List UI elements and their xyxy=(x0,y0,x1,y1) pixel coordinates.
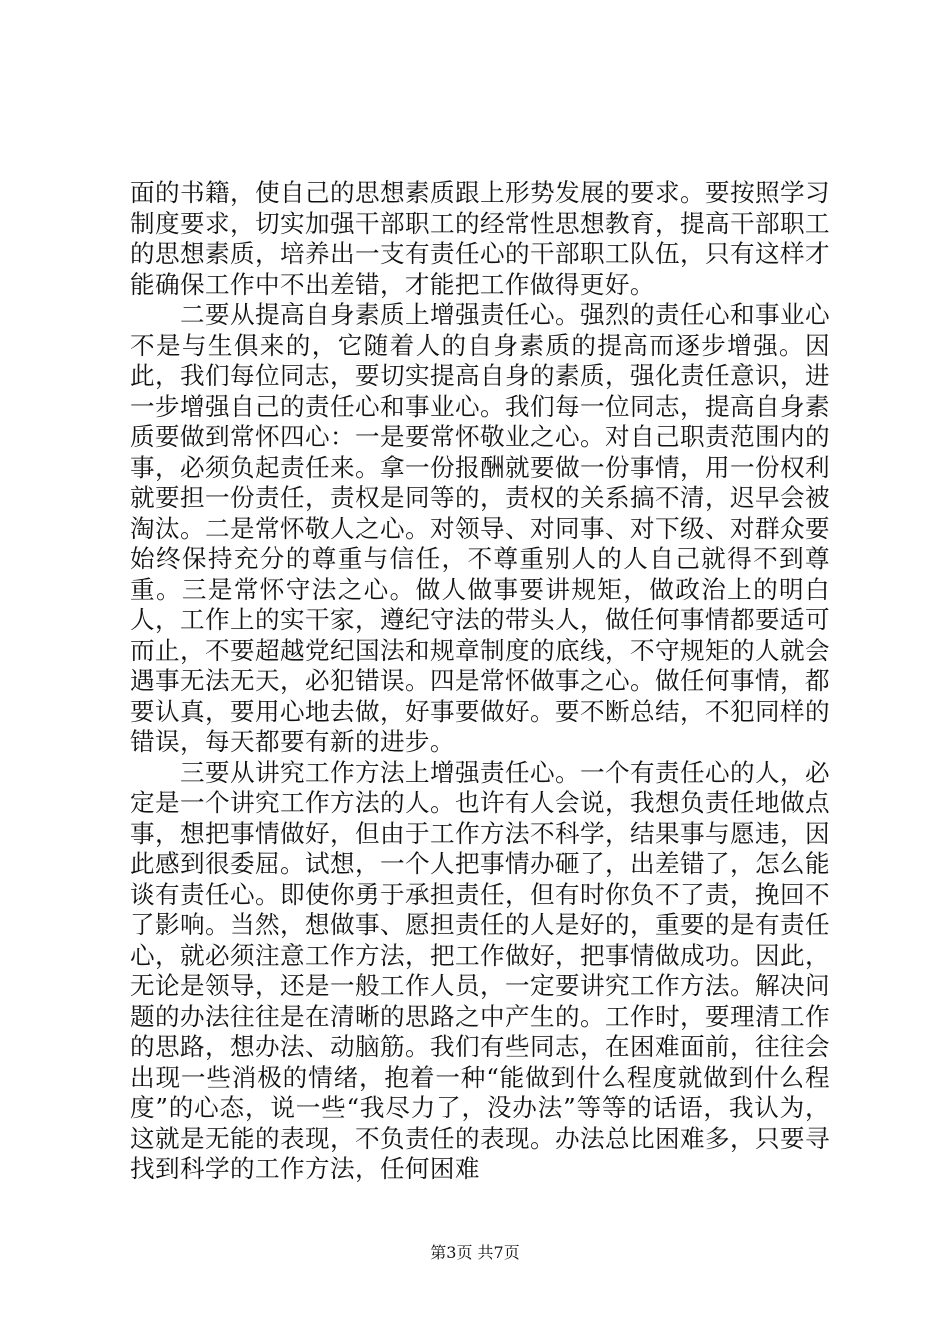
body-text xyxy=(130,178,830,1185)
page-footer xyxy=(0,1240,950,1263)
paragraph-self-quality: 二要从提高自身素质上增强责任心。强烈的责任心和事业心不是与生俱来的，它随着人的自身素质的提高而逐步增强。因此，我们每位同志，要切实提高自身的素质，强化责任意识，进一步增强自己的责任心和事业心。我们每一位同志，提高自身素质要做到常怀四心：一是要常怀敬业之心。对自己职责范围内的事，必须负起责任来。拿一份报酬就要做一份事情，用一份权利就要担一份责任，责权是同等的，责权的关系搞不清，迟早会被淘汰。二是常怀敬人之心。对领导、对同事、对下级、对群众要始终保持充分的尊重与信任，不尊重别人的人自己就得不到尊重。三是常怀守法之心。做人做事要讲规矩，做政治上的明白人，工作上的实干家，遵纪守法的带头人，做任何事情都要适可而止，不要超越党纪国法和规章制度的底线，不守规矩的人就会遇事无法无天，必犯错误。四是常怀做事之心。做任何事情，都要认真，要用心地去做，好事要做好。要不断总结，不犯同样的错误，每天都要有新的进步。 xyxy=(130,300,830,756)
page-number-label: 第3页 共7页 xyxy=(430,1243,520,1262)
paragraph-continued: 面的书籍，使自己的思想素质跟上形势发展的要求。要按照学习制度要求，切实加强干部职工的经常性思想教育，提高干部职工的思想素质，培养出一支有责任心的干部职工队伍，只有这样才能确保工作中不出差错，才能把工作做得更好。 xyxy=(130,178,830,299)
paragraph-work-method: 三要从讲究工作方法上增强责任心。一个有责任心的人，必定是一个讲究工作方法的人。也许有人会说，我想负责任地做点事，想把事情做好，但由于工作方法不科学，结果事与愿违，因此感到很委屈。试想，一个人把事情办砸了，出差错了，怎么能谈有责任心。即使你勇于承担责任，但有时你负不了责，挽回不了影响。当然，想做事、愿担责任的人是好的，重要的是有责任心，就必须注意工作方法，把工作做好，把事情做成功。因此，无论是领导，还是一般工作人员，一定要讲究工作方法。解决问题的办法往往是在清晰的思路之中产生的。工作时，要理清工作的思路，想办法、动脑筋。我们有些同志，在困难面前，往往会出现一些消极的情绪，抱着一种“能做到什么程度就做到什么程度”的心态，说一些“我尽力了，没办法”等等的话语，我认为，这就是无能的表现，不负责任的表现。办法总比困难多，只要寻找到科学的工作方法，任何困难 xyxy=(130,757,830,1183)
